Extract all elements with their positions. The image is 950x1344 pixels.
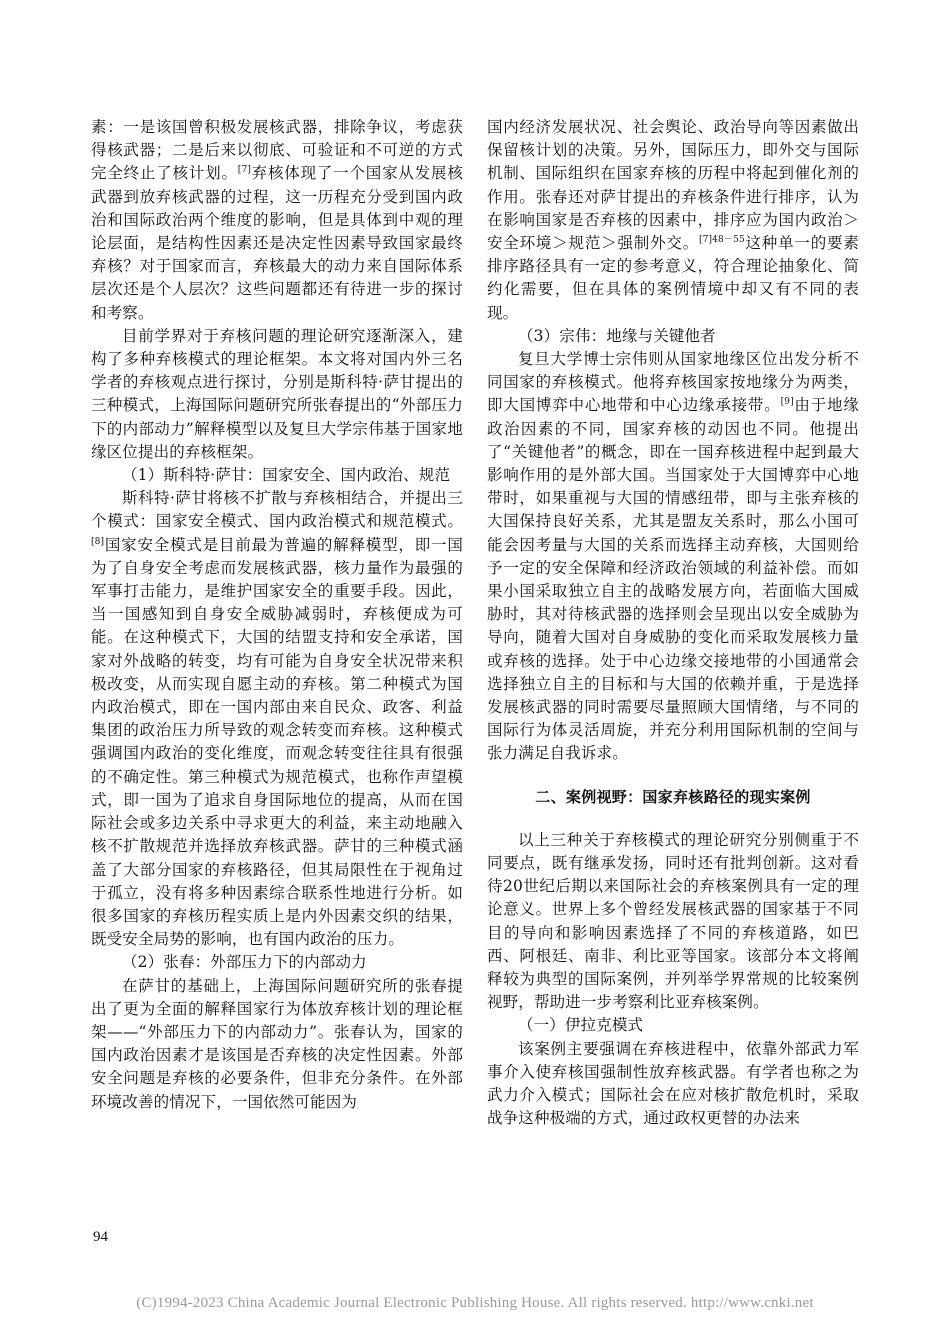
paragraph-text: 目前学界对于弃核问题的理论研究逐渐深入，建构了多种弃核模式的理论框架。本文将对国内外三名学者的弃核观点进行探讨，分别是斯科特·萨甘提出的三种模式，上海国际问题研究所张春提出的“外部压力下的内部动力”解释模型以及复旦大学宗伟基于国家地缘区位提出的弃核框架。 <box>91 326 463 461</box>
paragraph-text: 复旦大学博士宗伟则从国家地缘区位出发分析不同国家的弃核模式。他将弃核国家按地缘分为两类，即大国博弈中心地带和中心边缘承接带。 <box>487 350 859 415</box>
section-heading <box>487 786 859 809</box>
right-column <box>487 116 859 1130</box>
paragraph-text: 这种单一的要素排序路径具有一定的参考意义，符合理论抽象化、简约化需要，但在具体的案例情境中却又有不同的表现。 <box>487 234 859 322</box>
paragraph-text: 在萨甘的基础上，上海国际问题研究所的张春提出了更为全面的解释国家行为体放弃核计划的理论框架——“外部压力下的内部动力”。张春认为，国家的国内政治因素才是该国是否弃核的决定性因素。外部安全问题是弃核的必要条件，但非充分条件。在外部环境改善的情况下，一国依然可能因为 <box>91 976 463 1111</box>
page-number: 94 <box>93 1229 108 1245</box>
citation-ref: [9] <box>780 397 794 408</box>
subsection-heading <box>487 325 859 348</box>
paragraph-text: 二、案例视野：国家弃核路径的现实案例 <box>535 787 811 806</box>
subsection-heading <box>91 951 463 974</box>
paragraph <box>487 829 859 1015</box>
paragraph-text: 以上三种关于弃核模式的理论研究分别侧重于不同要点，既有继承发扬，同时还有批判创新。这对看待20世纪后期以来国际社会的弃核案例具有一定的理论意义。世界上多个曾经发展核武器的国家基于不同目的导向和影响因素选择了不同的弃核道路，如巴西、阿根廷、南非、利比亚等国家。该部分本文将阐释较为典型的国际案例，并列举学界常规的比较案例视野，帮助进一步考察利比亚弃核案例。 <box>487 830 859 1012</box>
paragraph <box>91 975 463 1114</box>
copyright-footer: (C)1994-2023 China Academic Journal Electronic Publishing House. All rights reserved. http://www.cnki.net <box>136 1295 814 1311</box>
paragraph-text: （2）张春：外部压力下的内部动力 <box>122 953 367 972</box>
paragraph-text: （一）伊拉克模式 <box>518 1016 644 1035</box>
paragraph-text: 该案例主要强调在弃核进程中，依靠外部武力军事介入使弃核国强制性放弃核武器。有学者也称之为武力介入模式；国际社会在应对核扩散危机时，采取战争这种极端的方式，通过政权更替的办法来 <box>487 1039 859 1128</box>
citation-ref: [8] <box>91 536 105 547</box>
paragraph <box>487 348 859 766</box>
paragraph <box>91 116 463 325</box>
citation-ref: [7] <box>237 165 251 176</box>
paragraph-text: 弃核体现了一个国家从发展核武器到放弃核武器的过程，这一历程充分受到国内政治和国际政治两个维度的影响，但是具体到中观的理论层面，是结构性因素还是决定性因素导致国家最终弃核？对于国家而言，弃核最大的动力来自国际体系层次还是个人层次？这些问题都还有待进一步的探讨和考察。 <box>91 164 463 322</box>
paragraph <box>91 325 463 464</box>
paragraph <box>487 1038 859 1131</box>
citation-ref: [7]48－55 <box>698 234 745 245</box>
paragraph-text: 国家安全模式是目前最为普遍的解释模型，即一国为了自身安全考虑而发展核武器，核力量作为最强的军事打击能力，是维护国家安全的重要手段。因此，当一国感知到自身安全威胁减弱时，弃核便成为可能。在这种模式下，大国的结盟支持和安全承诺，国家对外战略的转变，均有可能为自身安全状况带来积极改变，从而实现自愿主动的弃核。第二种模式为国内政治模式，即在一国内部由来自民众、政客、利益集团的政治压力所导致的观念转变而弃核。这种模式强调国内政治的变化维度，而观念转变往往具有很强的不确定性。第三种模式为规范模式，也称作声望模式，即一国为了追求自身国际地位的提高，从而在国际社会或多边关系中寻求更大的利益，来主动地融入核不扩散规范并选择放弃核武器。萨甘的三种模式涵盖了大部分国家的弃核路径，但其局限性在于视角过于孤立，没有将多种因素综合联系性地进行分析。如很多国家的弃核历程实质上是内外因素交织的结果，既受安全局势的影响，也有国内政治的压力。 <box>91 535 463 949</box>
paragraph <box>487 116 859 325</box>
subsection-heading <box>487 1014 859 1037</box>
paragraph-text: 国内经济发展状况、社会舆论、政治导向等因素做出保留核计划的决策。另外，国际压力，即外交与国际机制、国际组织在国家弃核的历程中将起到催化剂的作用。张春还对萨甘提出的弃核条件进行排序，认为在影响国家是否弃核的因素中，排序应为国内政治＞安全环境＞规范＞强制外交。 <box>487 118 859 253</box>
paragraph-text: （1）斯科特·萨甘：国家安全、国内政治、规范 <box>122 466 451 485</box>
paragraph-text: 由于地缘政治因素的不同，国家弃核的动因也不同。他提出了“关键他者”的概念，即在一国弃核进程中起到最大影响作用的是外部大国。当国家处于大国博弈中心地带时，如果重视与大国的情感纽带，即与主张弃核的大国保持良好关系，尤其是盟友关系时，那么小国可能会因考量与大国的关系而选择主动弃核，大国则给予一定的安全保障和经济政治领域的利益补偿。而如果小国采取独立自主的战略发展方向，若面临大国威胁时，其对待核武器的选择则会呈现出以安全威胁为导向，随着大国对自身威胁的变化而采取发展核力量或弃核的选择。处于中心边缘交接地带的小国通常会选择独立自主的目标和与大国的依赖并重，于是选择发展核武器的同时需要尽量照顾大国情绪，与不同的国际行为体灵活周旋，并充分利用国际机制的空间与张力满足自我诉求。 <box>487 396 859 763</box>
paragraph-text: 素：一是该国曾积极发展核武器，排除争议，考虑获得核武器；二是后来以彻底、可验证和不可逆的方式完全终止了核计划。 <box>91 118 463 183</box>
subsection-heading <box>91 464 463 487</box>
paragraph <box>91 487 463 951</box>
paragraph-text: 斯科特·萨甘将核不扩散与弃核相结合，并提出三个模式：国家安全模式、国内政治模式和规范模式。 <box>91 489 463 531</box>
left-column <box>91 116 463 1114</box>
paragraph-text: （3）宗伟：地缘与关键他者 <box>518 326 716 345</box>
